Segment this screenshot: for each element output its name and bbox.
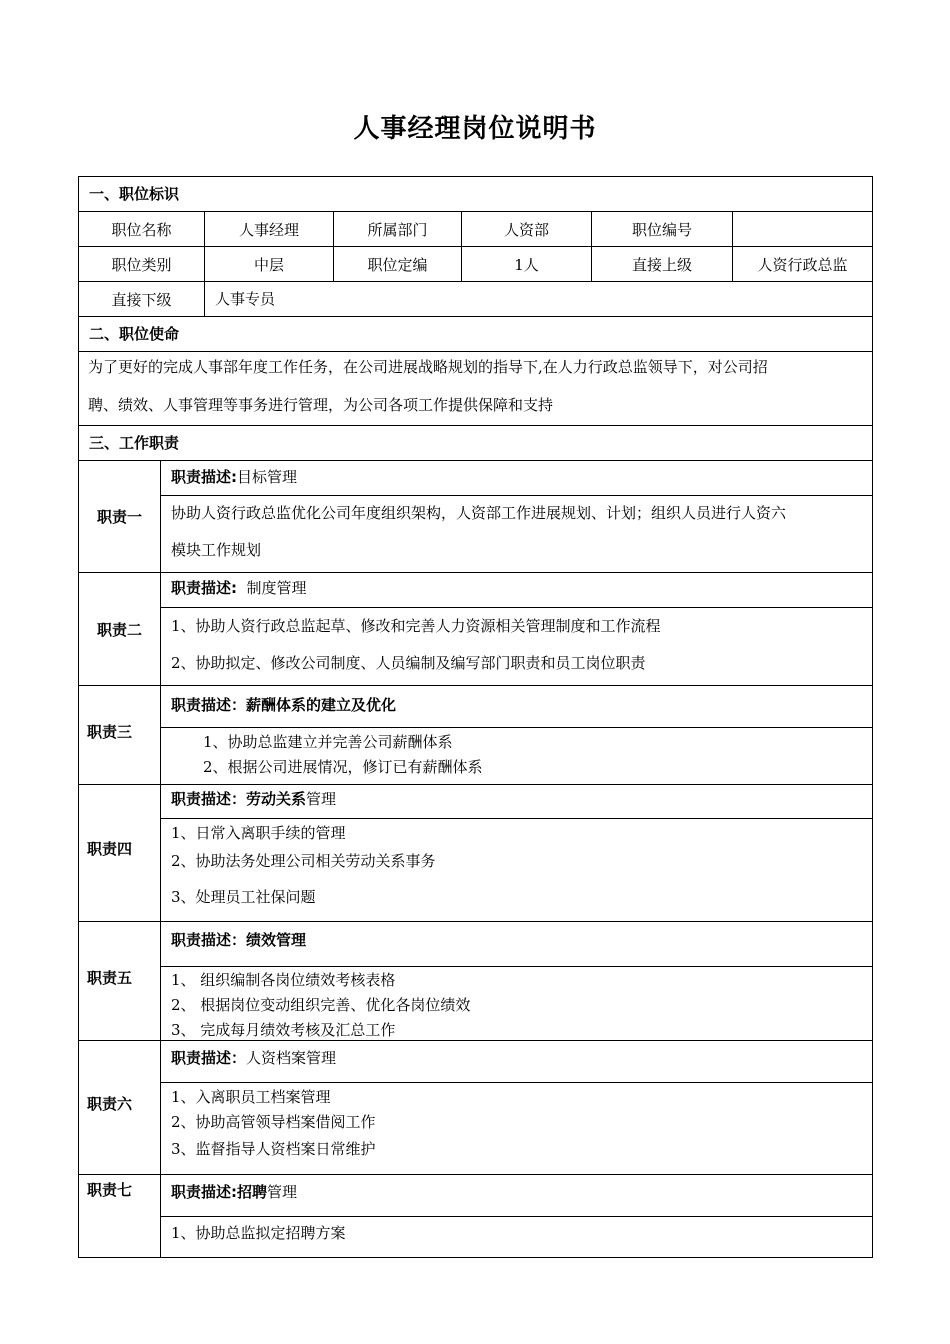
cell-text: 人资部 — [503, 220, 549, 239]
duty-label-text: 职责二 — [96, 620, 142, 639]
duty-6-label — [78, 1040, 161, 1175]
duty-4-line-3: 3、处理员工社保问题 — [171, 888, 316, 906]
duty-label-text: 职责六 — [87, 1095, 133, 1113]
duty-4-desc — [160, 784, 873, 819]
section-2-heading — [78, 316, 873, 352]
cell-text: 人资行政总监 — [757, 255, 848, 274]
mission-cell — [78, 351, 873, 426]
duty-label-text: 职责四 — [87, 840, 133, 858]
desc-prefix: 职责描述：绩效管理 — [171, 931, 307, 949]
duty-7-line-1: 1、协助总监拟定招聘方案 — [171, 1224, 346, 1242]
desc-prefix: 职责描述： — [171, 1049, 247, 1067]
cell-text: 所属部门 — [367, 220, 428, 239]
page-title: 人事经理岗位说明书 — [353, 114, 597, 144]
mission-line-1: 为了更好的完成人事部年度工作任务，在公司进展战略规划的指导下,在人力行政总监领导下，对公司招 — [88, 358, 768, 376]
duty-5-label — [78, 921, 161, 1041]
section-2-heading-text: 二、职位使命 — [89, 325, 180, 343]
desc-prefix: 职责描述: — [171, 468, 237, 486]
duty-4-label — [78, 784, 161, 922]
cell-text: 人事经理 — [238, 220, 299, 239]
duty-4-body — [160, 818, 873, 922]
duty-5-line-1: 1、 组织编制各岗位绩效考核表格 — [171, 971, 396, 989]
duty-6-line-3: 3、监督指导人资档案日常维护 — [171, 1140, 376, 1158]
duty-3-label — [78, 685, 161, 785]
cell-text: 职位类别 — [111, 255, 172, 274]
duty-2-desc — [160, 572, 873, 608]
desc-prefix: 职责描述：薪酬体系的建立及优化 — [171, 696, 397, 714]
duty-1-line-2: 模块工作规划 — [171, 541, 262, 559]
duty-3-body — [160, 727, 873, 785]
desc-prefix: 职责描述:招聘 — [171, 1183, 267, 1201]
cell-text: 职位名称 — [111, 220, 172, 239]
desc-rest: 目标管理 — [237, 468, 298, 486]
duty-7-desc — [160, 1174, 873, 1217]
desc-rest: 管理 — [306, 790, 337, 808]
duty-5-desc — [160, 921, 873, 967]
duty-3-line-2: 2、根据公司进展情况，修订已有薪酬体系 — [203, 758, 483, 776]
duty-label-text: 职责五 — [87, 969, 133, 987]
label-direct-superior — [591, 246, 733, 282]
duty-1-body — [160, 495, 873, 573]
cell-text: 直接下级 — [111, 290, 172, 309]
cell-text: 人事专员 — [215, 290, 276, 308]
desc-rest: 制度管理 — [237, 579, 307, 597]
desc-prefix: 职责描述：劳动关系 — [171, 790, 307, 808]
value-department — [461, 211, 592, 247]
duty-label-text: 职责一 — [96, 508, 142, 526]
duty-6-desc — [160, 1040, 873, 1083]
cell-text: 职位编号 — [631, 220, 692, 239]
mission-line-2: 聘、绩效、人事管理等事务进行管理，为公司各项工作提供保障和支持 — [88, 396, 554, 414]
section-1-heading — [78, 176, 873, 212]
duty-5-line-3: 3、 完成每月绩效考核及汇总工作 — [171, 1021, 396, 1039]
desc-prefix: 职责描述: — [171, 579, 237, 597]
duty-3-line-1: 1、协助总监建立并完善公司薪酬体系 — [203, 733, 453, 751]
section-3-heading-text: 三、工作职责 — [89, 434, 180, 452]
duty-7-body — [160, 1216, 873, 1258]
duty-1-desc — [160, 460, 873, 496]
duty-7-label — [78, 1174, 161, 1258]
cell-text: 中层 — [253, 255, 284, 274]
label-direct-subordinate — [78, 281, 205, 317]
value-direct-subordinate — [204, 281, 873, 317]
section-1-heading-text: 一、职位标识 — [89, 185, 180, 203]
duty-6-line-2: 2、协助高管领导档案借阅工作 — [171, 1113, 376, 1131]
duty-1-line-1: 协助人资行政总监优化公司年度组织架构，人资部工作进展规划、计划；组织人员进行人资六 — [171, 504, 787, 522]
label-headcount — [333, 246, 462, 282]
value-headcount — [461, 246, 592, 282]
duty-6-body — [160, 1082, 873, 1175]
duty-5-line-2: 2、 根据岗位变动组织完善、优化各岗位绩效 — [171, 996, 471, 1014]
label-position-number — [591, 211, 733, 247]
duty-label-text: 职责七 — [87, 1181, 133, 1199]
duty-4-line-2: 2、协助法务处理公司相关劳动关系事务 — [171, 852, 436, 870]
label-department — [333, 211, 462, 247]
duty-5-body — [160, 966, 873, 1041]
duty-1-label — [78, 460, 161, 573]
duty-6-line-1: 1、入离职员工档案管理 — [171, 1088, 331, 1106]
duty-2-line-2: 2、协助拟定、修改公司制度、人员编制及编写部门职责和员工岗位职责 — [171, 654, 646, 672]
label-position-category — [78, 246, 205, 282]
desc-rest: 管理 — [267, 1183, 298, 1201]
value-direct-superior — [732, 246, 873, 282]
duty-4-line-1: 1、日常入离职手续的管理 — [171, 824, 346, 842]
duty-2-line-1: 1、协助人资行政总监起草、修改和完善人力资源相关管理制度和工作流程 — [171, 617, 661, 635]
value-position-name — [204, 211, 334, 247]
section-3-heading — [78, 425, 873, 461]
cell-text: 1人 — [514, 255, 539, 274]
duty-2-label — [78, 572, 161, 686]
duty-label-text: 职责三 — [87, 723, 133, 741]
desc-rest: 人资档案管理 — [246, 1049, 337, 1067]
duty-3-desc — [160, 685, 873, 728]
cell-text: 直接上级 — [631, 255, 692, 274]
duty-2-body — [160, 607, 873, 686]
value-position-number — [732, 211, 873, 247]
label-position-name — [78, 211, 205, 247]
cell-text: 职位定编 — [367, 255, 428, 274]
value-position-category — [204, 246, 334, 282]
